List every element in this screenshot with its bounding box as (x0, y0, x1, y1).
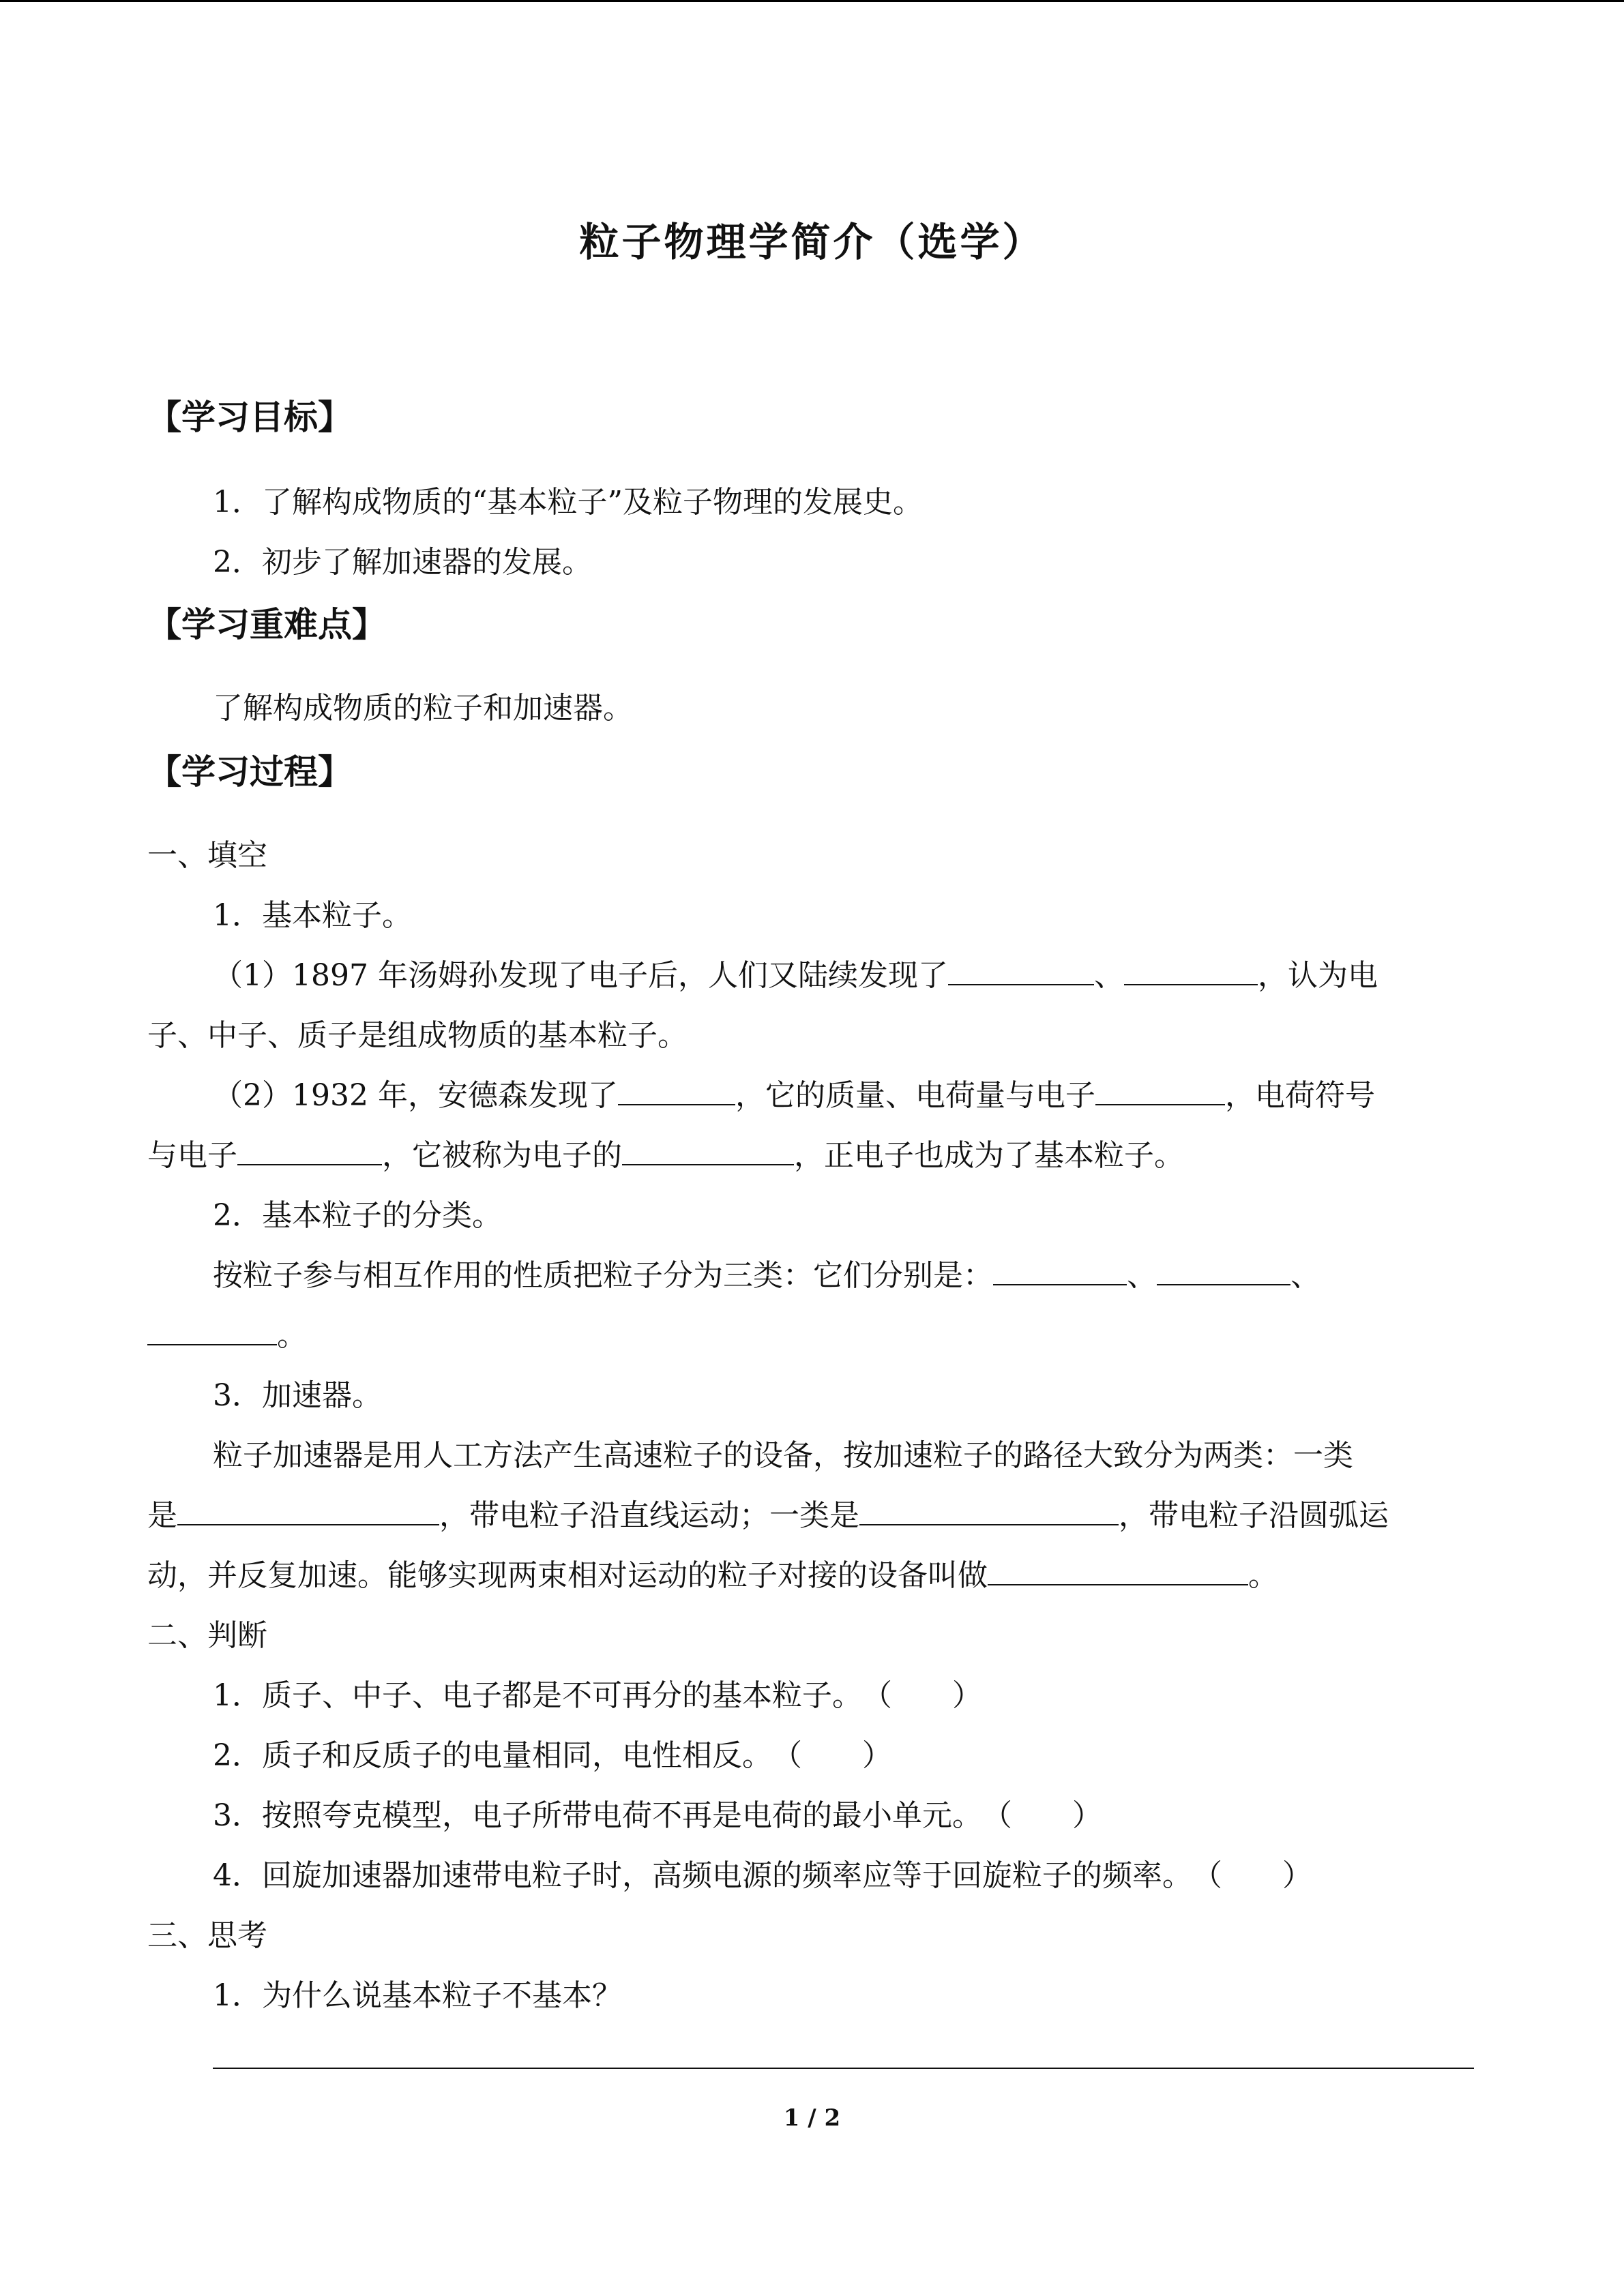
goals-heading: 【学习目标】 (147, 398, 352, 437)
goal-item-2: 2．初步了解加速器的发展。 (213, 545, 592, 580)
text-span: 是 (147, 1498, 177, 1533)
fill-q3-line-2 (147, 1491, 1389, 1534)
think-q1: 1．为什么说基本粒子不基本？ (213, 1978, 622, 2013)
judge-item-3 (213, 1791, 1102, 1834)
text-span: 、 (1127, 1258, 1157, 1293)
fill-q1-1-continuation: 子、中子、质子是组成物质的基本粒子。 (147, 1018, 688, 1053)
text-span: 3．按照夸克模型，电子所带电荷不再是电荷的最小单元。 (213, 1798, 982, 1833)
text-span: ，认为电 (1257, 958, 1378, 993)
answer-blank[interactable] (618, 1074, 735, 1105)
fill-q2-line (213, 1251, 1320, 1294)
answer-blank[interactable] (948, 954, 1094, 985)
text-span: ，带电粒子沿直线运动；一类是 (439, 1498, 859, 1533)
keypoints-text: 了解构成物质的粒子和加速器。 (213, 691, 633, 726)
fill-q1-2-line (213, 1071, 1375, 1114)
fill-q1-title: 1．基本粒子。 (213, 898, 412, 933)
answer-blank[interactable] (237, 1134, 382, 1165)
judge-item-1 (213, 1671, 982, 1714)
text-span: 、 (1290, 1258, 1320, 1293)
fill-q1-2-continuation (147, 1131, 1184, 1174)
text-span: 动，并反复加速。能够实现两束相对运动的粒子对接的设备叫做 (147, 1558, 988, 1593)
page-title: 粒子物理学简介（选学） (579, 219, 1045, 265)
answer-blank[interactable] (993, 1254, 1127, 1285)
text-span: （2）1932 年，安德森发现了 (213, 1078, 618, 1113)
answer-blank[interactable] (1095, 1074, 1225, 1105)
text-span: 。 (1248, 1558, 1278, 1593)
text-span: 、 (1093, 958, 1124, 993)
top-border (0, 0, 1624, 2)
judge-item-2 (213, 1731, 892, 1774)
footer-divider (213, 2068, 1474, 2069)
fill-q1-1-line (213, 951, 1378, 994)
text-span: 。 (277, 1318, 307, 1353)
goal-item-1: 1．了解构成物质的“基本粒子”及粒子物理的发展史。 (213, 485, 923, 520)
page-number: 1 / 2 (783, 2104, 841, 2132)
text-span: 4．回旋加速器加速带电粒子时，高频电源的频率应等于回旋粒子的频率。 (213, 1858, 1192, 1893)
text-span: ，带电粒子沿圆弧运 (1119, 1498, 1389, 1533)
keypoints-heading: 【学习重难点】 (147, 605, 386, 644)
fill-q3-title: 3．加速器。 (213, 1378, 382, 1413)
think-part-title: 三、思考 (147, 1918, 267, 1953)
answer-parentheses[interactable]: （ ） (862, 1678, 982, 1713)
answer-blank[interactable] (622, 1134, 794, 1165)
answer-blank[interactable] (988, 1554, 1248, 1585)
text-span: 按粒子参与相互作用的性质把粒子分为三类：它们分别是： (213, 1258, 993, 1293)
text-span: 与电子 (147, 1138, 237, 1173)
answer-parentheses[interactable]: （ ） (982, 1798, 1102, 1833)
answer-parentheses[interactable]: （ ） (1192, 1858, 1312, 1893)
text-span: （1）1897 年汤姆孙发现了电子后，人们又陆续发现了 (213, 958, 948, 993)
text-span: ，它被称为电子的 (382, 1138, 622, 1173)
answer-blank[interactable] (1124, 954, 1258, 985)
answer-blank[interactable] (147, 1314, 277, 1345)
text-span: 1．质子、中子、电子都是不可再分的基本粒子。 (213, 1678, 862, 1713)
answer-blank[interactable] (859, 1494, 1119, 1525)
judge-part-title: 二、判断 (147, 1618, 267, 1653)
fill-q2-title: 2．基本粒子的分类。 (213, 1198, 502, 1233)
fill-q3-line-1: 粒子加速器是用人工方法产生高速粒子的设备，按加速粒子的路径大致分为两类：一类 (213, 1438, 1353, 1473)
text-span: ，它的质量、电荷量与电子 (735, 1078, 1095, 1113)
answer-blank[interactable] (177, 1494, 439, 1525)
fill-part-title: 一、填空 (147, 838, 267, 873)
text-span: ，正电子也成为了基本粒子。 (794, 1138, 1184, 1173)
text-span: 2．质子和反质子的电量相同，电性相反。 (213, 1738, 772, 1773)
answer-parentheses[interactable]: （ ） (772, 1738, 892, 1773)
answer-blank[interactable] (1157, 1254, 1290, 1285)
text-span: ，电荷符号 (1224, 1078, 1375, 1113)
process-heading: 【学习过程】 (147, 752, 352, 792)
fill-q3-line-3 (147, 1551, 1278, 1594)
judge-item-4 (213, 1851, 1312, 1894)
fill-q2-continuation (147, 1311, 307, 1354)
